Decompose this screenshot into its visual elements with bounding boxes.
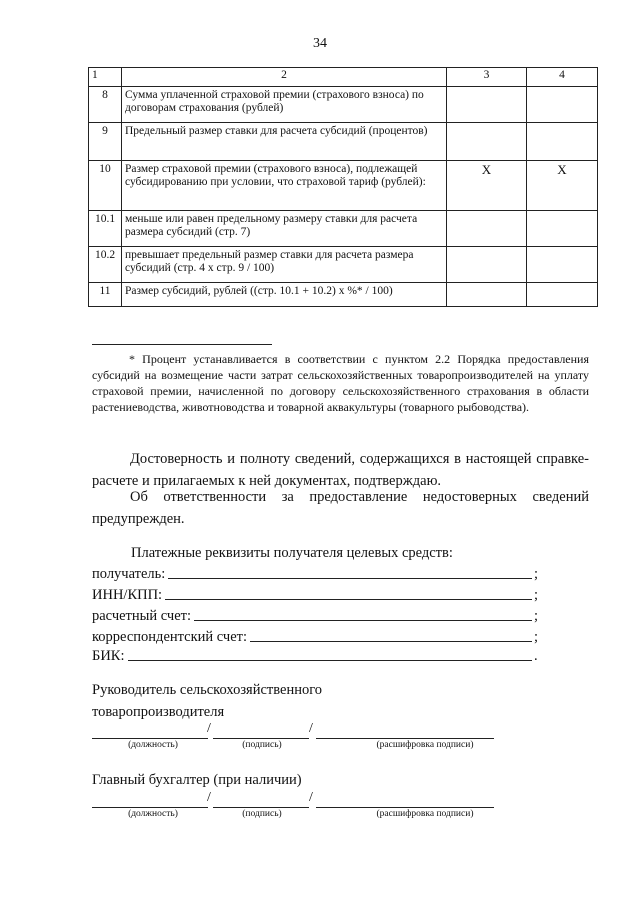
caption-name: (расшифровка подписи): [376, 809, 474, 819]
corr-account-field: [92, 626, 542, 646]
table-row: [89, 283, 598, 307]
confirmation-statement: Достоверность и полноту сведений, содержащихся в настоящей справке-расчете и прилагаемых к ней документах, подтверждаю.: [92, 451, 589, 489]
header-col-1: 1: [89, 68, 122, 87]
table-row: [89, 123, 598, 161]
separator-slash: /: [309, 721, 313, 736]
field-label: БИК:: [92, 648, 125, 664]
row-value-col4[interactable]: [527, 87, 598, 123]
footnote: * Процент устанавливается в соответствии с пунктом 2.2 Порядка предоставления субсидий на возмещение части затрат сельскохозяйственных товаропроизводителей на уплату страховой премии, начисленной по договору сельскохозяйственного страхования в области растениеводства, животноводства и товарной аквакультуры (товарного рыбоводства).: [92, 352, 589, 414]
bik-field: [92, 645, 542, 665]
accountant-position-line[interactable]: [92, 807, 208, 808]
field-terminator: .: [534, 648, 538, 664]
field-terminator: ;: [534, 608, 539, 624]
row-value-col3[interactable]: [447, 123, 527, 161]
header-col-3: 3: [447, 68, 527, 87]
row-description: превышает предельный размер ставки для расчета размера субсидий (стр. 4 x стр. 9 / 100): [122, 247, 447, 283]
row-number: 11: [89, 283, 122, 307]
caption-position: (должность): [128, 809, 178, 819]
row-value-col4[interactable]: [527, 211, 598, 247]
head-title-line2: товаропроизводителя: [92, 704, 225, 720]
header-col-4: 4: [527, 68, 598, 87]
bik-input-line[interactable]: [128, 659, 533, 661]
field-terminator: ;: [534, 629, 539, 645]
head-signature-line[interactable]: [213, 738, 309, 739]
row-number: 10: [89, 161, 122, 211]
row-number: 10.1: [89, 211, 122, 247]
row-value-col4[interactable]: [527, 283, 598, 307]
account-field: [92, 605, 542, 625]
row-description: меньше или равен предельному размеру ставки для расчета размера субсидий (стр. 7): [122, 211, 447, 247]
corr-account-input-line[interactable]: [250, 640, 532, 642]
header-col-2: 2: [122, 68, 447, 87]
separator-slash: /: [207, 721, 211, 736]
head-position-line[interactable]: [92, 738, 208, 739]
row-value-col3[interactable]: [447, 211, 527, 247]
row-value-col4[interactable]: [527, 247, 598, 283]
requisites-heading: Платежные реквизиты получателя целевых средств:: [131, 545, 453, 561]
field-terminator: ;: [534, 566, 539, 582]
inn-kpp-field: [92, 584, 542, 604]
table-row: [89, 161, 598, 211]
table-row: [89, 87, 598, 123]
row-value-col4[interactable]: [527, 123, 598, 161]
subsidy-table: [88, 67, 598, 307]
field-label: расчетный счет:: [92, 608, 192, 624]
row-value-col3[interactable]: [447, 87, 527, 123]
row-number: 8: [89, 87, 122, 123]
table-header-row: [89, 68, 598, 87]
field-label: ИНН/КПП:: [92, 587, 163, 603]
row-description: Предельный размер ставки для расчета субсидий (процентов): [122, 123, 447, 161]
row-description: Размер страховой премии (страхового взноса), подлежащей субсидированию при условии, что страховой тариф (рублей):: [122, 161, 447, 211]
separator-slash: /: [309, 790, 313, 805]
caption-name: (расшифровка подписи): [376, 740, 474, 750]
row-description: Размер субсидий, рублей ((стр. 10.1 + 10.2) x %* / 100): [122, 283, 447, 307]
page-number: 34: [313, 36, 327, 51]
field-label: корреспондентский счет:: [92, 629, 248, 645]
recipient-field: [92, 563, 542, 583]
caption-signature: (подпись): [242, 809, 282, 819]
table-row: [89, 211, 598, 247]
caption-signature: (подпись): [242, 740, 282, 750]
recipient-input-line[interactable]: [168, 577, 532, 579]
table-row: [89, 247, 598, 283]
accountant-signature-line[interactable]: [213, 807, 309, 808]
separator-slash: /: [207, 790, 211, 805]
row-number: 9: [89, 123, 122, 161]
row-value-col3: X: [447, 161, 527, 211]
row-description: Сумма уплаченной страховой премии (страхового взноса) по договорам страхования (рублей): [122, 87, 447, 123]
field-terminator: ;: [534, 587, 539, 603]
row-value-col4: X: [527, 161, 598, 211]
row-value-col3[interactable]: [447, 283, 527, 307]
head-name-line[interactable]: [316, 738, 494, 739]
field-label: получатель:: [92, 566, 166, 582]
accountant-name-line[interactable]: [316, 807, 494, 808]
account-input-line[interactable]: [194, 619, 532, 621]
caption-position: (должность): [128, 740, 178, 750]
head-title-line1: Руководитель сельскохозяйственного: [92, 682, 323, 698]
accountant-title: Главный бухгалтер (при наличии): [92, 772, 302, 788]
row-value-col3[interactable]: [447, 247, 527, 283]
footnote-separator: [92, 344, 272, 345]
inn-kpp-input-line[interactable]: [165, 598, 532, 600]
responsibility-statement: Об ответственности за предоставление недостоверных сведений предупрежден.: [92, 489, 589, 527]
row-number: 10.2: [89, 247, 122, 283]
